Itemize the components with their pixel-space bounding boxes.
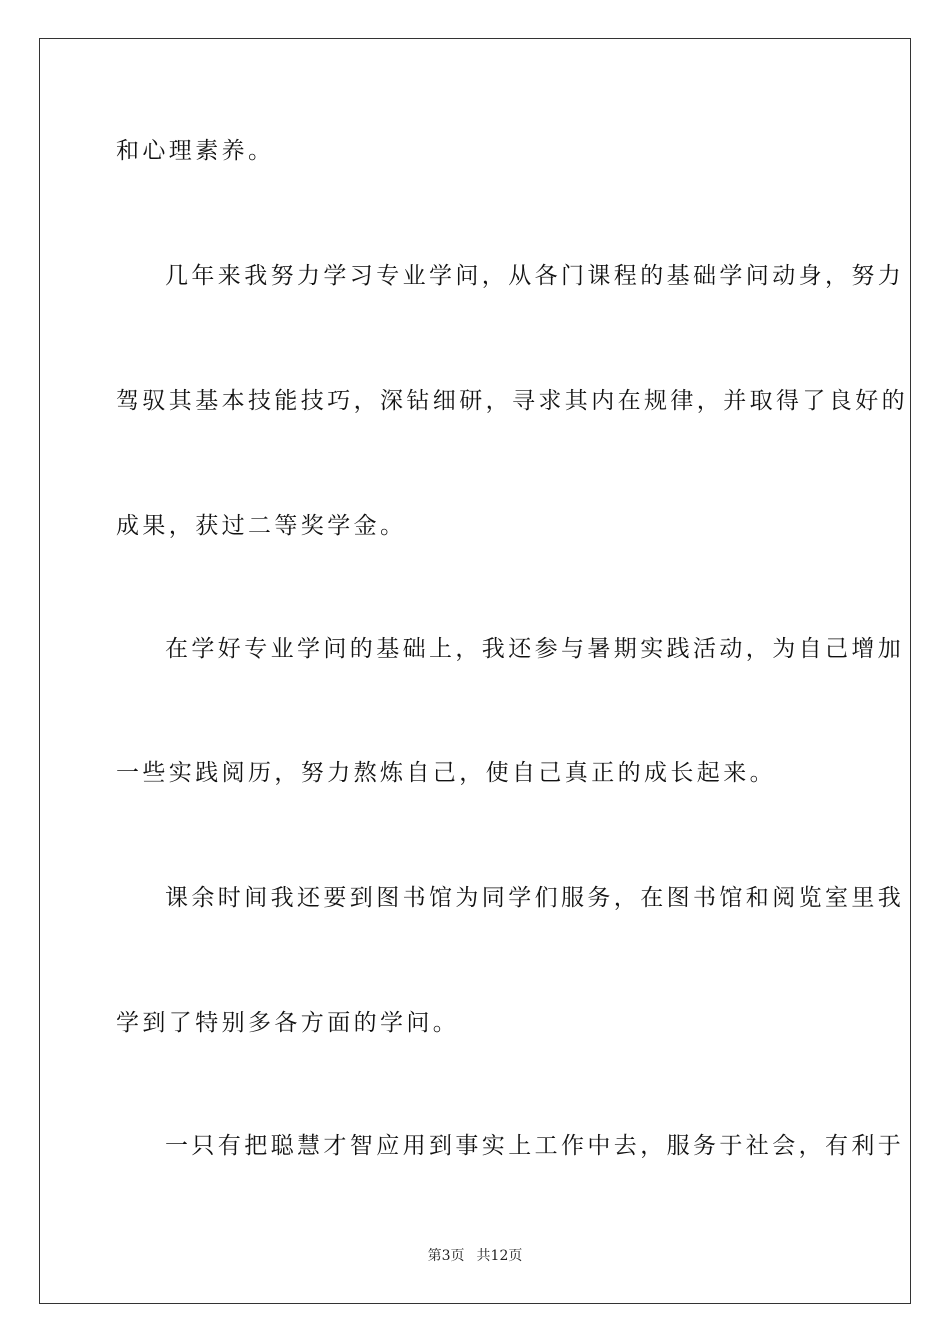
page-footer <box>0 1245 950 1265</box>
paragraph-first-line: 在学好专业学问的基础上，我还参与暑期实践活动，为自己增加 <box>165 636 905 662</box>
text-line: 成果，获过二等奖学金。 <box>116 513 407 539</box>
page-total: 共12页 <box>476 1248 523 1264</box>
page-number: 第3页 <box>427 1248 465 1264</box>
paragraph-first-line: 几年来我努力学习专业学问，从各门课程的基础学问动身，努力 <box>165 263 905 289</box>
text-line: 和心理素养。 <box>116 138 275 164</box>
text-line: 学到了特别多各方面的学问。 <box>116 1010 460 1036</box>
text-line: 一些实践阅历，努力熬炼自己，使自己真正的成长起来。 <box>116 760 776 786</box>
paragraph-first-line: 课余时间我还要到图书馆为同学们服务，在图书馆和阅览室里我 <box>165 885 905 911</box>
paragraph-first-line: 一只有把聪慧才智应用到事实上工作中去，服务于社会，有利于 <box>165 1133 905 1159</box>
text-line: 驾驭其基本技能技巧，深钻细研，寻求其内在规律，并取得了良好的 <box>116 388 908 414</box>
page-border <box>39 38 911 1304</box>
